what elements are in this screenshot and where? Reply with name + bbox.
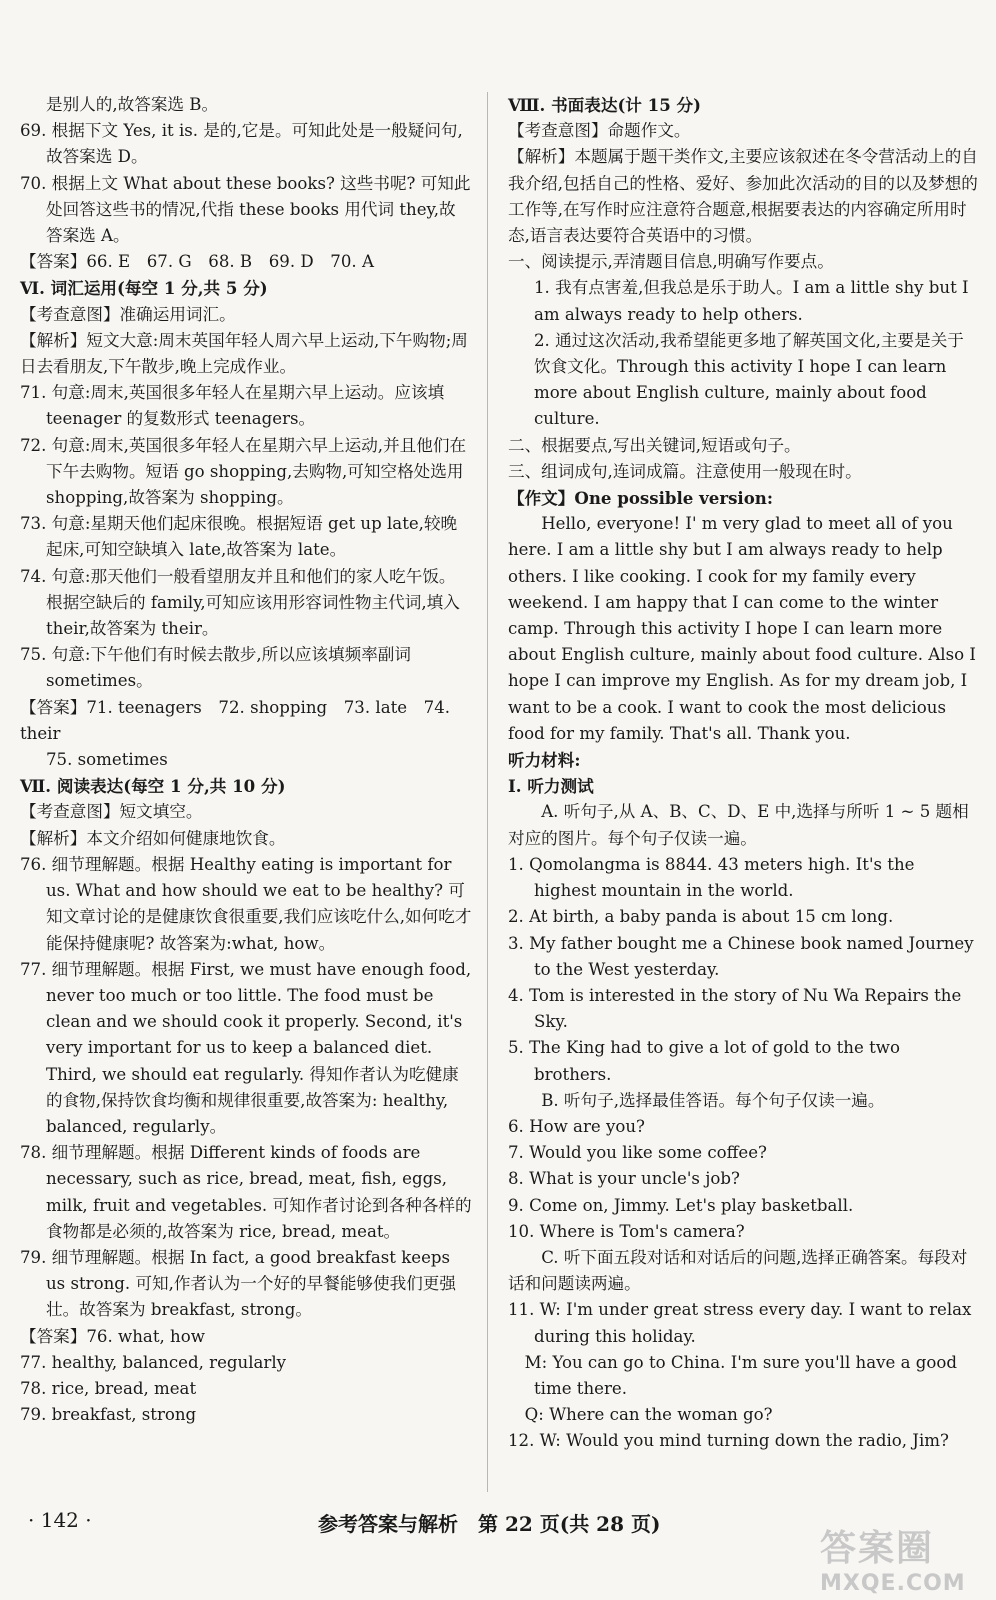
right-paragraph: 【解析】本题属于题干类作文,主要应该叙述在冬令营活动上的自我介绍,包括自己的性格、爱好、参加此次活动的目的以及梦想的工作等,在写作时应注意符合题意,根据要表达的内容确定所用时态,语言表达要符合英语中的习惯。 xyxy=(508,147,978,246)
right-paragraph: Ⅷ. 书面表达(计 15 分) xyxy=(508,95,701,115)
left-paragraph: 75. 句意:下午他们有时候去散步,所以应该填频率副词 sometimes。 xyxy=(20,645,411,691)
right-paragraph: A. 听句子,从 A、B、C、D、E 中,选择与所听 1 ~ 5 题相对应的图片。每个句子仅读一遍。 xyxy=(508,802,969,848)
right-paragraph: 8. What is your uncle's job? xyxy=(508,1169,740,1189)
left-paragraph: 【答案】66. E 67. G 68. B 69. D 70. A xyxy=(20,252,374,272)
left-paragraph: 76. 细节理解题。根据 Healthy eating is important for us. What and how should we eat to be healthy? 可知文章讨论的是健康饮食很重要,我们应该吃什么,如何吃才能保持健康呢? 故答案为:what, how。 xyxy=(20,854,472,953)
right-paragraph: Q: Where can the woman go? xyxy=(508,1405,773,1425)
right-paragraph: 1. 我有点害羞,但我总是乐于助人。I am a little shy but I am always ready to help others. xyxy=(534,278,969,324)
left-paragraph: 【解析】本文介绍如何健康地饮食。 xyxy=(20,828,286,848)
left-paragraph: Ⅶ. 阅读表达(每空 1 分,共 10 分) xyxy=(20,776,286,797)
watermark-logo xyxy=(820,1520,980,1596)
footer-title: 参考答案与解析 第 22 页(共 28 页) xyxy=(318,1512,661,1536)
left-paragraph: 【答案】76. what, how xyxy=(20,1326,205,1346)
left-paragraph: 71. 句意:周末,英国很多年轻人在星期六早上运动。应该填 teenager 的复数形式 teenagers。 xyxy=(20,383,445,429)
right-paragraph: 3. My father bought me a Chinese book named Journey to the West yesterday. xyxy=(508,933,974,979)
right-paragraph: 6. How are you? xyxy=(508,1116,645,1136)
left-paragraph: 【答案】71. teenagers 72. shopping 73. late 74. their xyxy=(20,697,451,743)
right-column xyxy=(508,92,978,1455)
page-number: · 142 · xyxy=(28,1508,92,1532)
right-paragraph: 12. W: Would you mind turning down the radio, Jim? xyxy=(508,1431,949,1451)
right-paragraph: 2. 通过这次活动,我希望能更多地了解英国文化,主要是关于饮食文化。Through this activity I hope I can learn more about English culture, mainly about food culture. xyxy=(534,330,964,429)
left-paragraph: 是别人的,故答案选 B。 xyxy=(46,95,219,114)
right-paragraph: 10. Where is Tom's camera? xyxy=(508,1221,745,1241)
left-column xyxy=(20,92,472,1428)
left-paragraph: 70. 根据上文 What about these books? 这些书呢? 可知此处回答这些书的情况,代指 these books 用代词 they,故答案选 A。 xyxy=(20,173,471,246)
right-paragraph: 1. Qomolangma is 8844. 43 meters high. It's the highest mountain in the world. xyxy=(508,854,915,901)
left-paragraph: 77. 细节理解题。根据 First, we must have enough food, never too much or too little. The food must be clean and we should cook it properly. Second, it's very important for us to keep a balanced diet. Third, we should eat regularly. 得知作者认为吃健康的食物,保持饮食均衡和规律很重要,故答案为: healthy, balanced, regularly。 xyxy=(20,959,472,1136)
right-paragraph: 2. At birth, a baby panda is about 15 cm long. xyxy=(508,907,894,927)
right-paragraph: 9. Come on, Jimmy. Let's play basketball. xyxy=(508,1195,854,1215)
right-paragraph: 听力材料: xyxy=(508,750,581,771)
watermark-url: MXQE.COM xyxy=(820,1571,966,1596)
right-paragraph: 二、根据要点,写出关键词,短语或句子。 xyxy=(508,435,801,455)
right-paragraph: 【考查意图】命题作文。 xyxy=(508,121,691,141)
left-paragraph: 【考查意图】准确运用词汇。 xyxy=(20,304,236,324)
left-paragraph: Ⅵ. 词汇运用(每空 1 分,共 5 分) xyxy=(20,278,268,299)
left-paragraph: 77. healthy, balanced, regularly xyxy=(20,1352,287,1372)
right-paragraph: Hello, everyone! I' m very glad to meet all of you here. I am a little shy but I am always ready to help others. I like cooking. I cook for my family every weekend. I am happy that I can come to the winter camp. Through this activity I hope I can learn more about English culture, mainly about food culture. Also I hope I can improve my English. As for my dream job, I want to be a cook. I want to cook the most delicious food for my family. That's all. Thank you. xyxy=(508,514,976,743)
right-paragraph: B. 听句子,选择最佳答语。每个句子仅读一遍。 xyxy=(541,1090,885,1110)
left-paragraph: 69. 根据下文 Yes, it is. 是的,它是。可知此处是一般疑问句,故答案选 D。 xyxy=(20,121,463,167)
watermark-text: 答案圈 xyxy=(820,1527,935,1569)
right-paragraph: 11. W: I'm under great stress every day. I want to relax during this holiday. xyxy=(508,1300,972,1346)
right-paragraph: C. 听下面五段对话和对话后的问题,选择正确答案。每段对话和问题读两遍。 xyxy=(508,1247,968,1294)
left-paragraph: 78. 细节理解题。根据 Different kinds of foods are necessary, such as rice, bread, meat, fish, eggs, milk, fruit and vegetables. 可知作者讨论到各种各样的食物都是必须的,故答案为 rice, bread, meat。 xyxy=(20,1143,472,1241)
right-paragraph: 一、阅读提示,弄清题目信息,明确写作要点。 xyxy=(508,252,834,272)
right-paragraph: 三、组词成句,连词成篇。注意使用一般现在时。 xyxy=(508,461,862,481)
left-paragraph: 72. 句意:周末,英国很多年轻人在星期六早上运动,并且他们在下午去购物。短语 go shopping,去购物,可知空格处选用 shopping,故答案为 shopping。 xyxy=(20,435,467,508)
left-paragraph: 75. sometimes xyxy=(46,750,168,770)
left-paragraph: 79. 细节理解题。根据 In fact, a good breakfast keeps us strong. 可知,作者认为一个好的早餐能够使我们更强壮。故答案为 breakfast, strong。 xyxy=(20,1247,456,1320)
right-paragraph: 7. Would you like some coffee? xyxy=(508,1143,767,1163)
left-paragraph: 73. 句意:星期天他们起床很晚。根据短语 get up late,较晚起床,可知空缺填入 late,故答案为 late。 xyxy=(20,514,458,560)
left-paragraph: 【解析】短文大意:周末英国年轻人周六早上运动,下午购物;周日去看朋友,下午散步,晚上完成作业。 xyxy=(20,330,468,377)
right-paragraph: M: You can go to China. I'm sure you'll have a good time there. xyxy=(508,1352,958,1398)
left-paragraph: 78. rice, bread, meat xyxy=(20,1378,197,1398)
left-paragraph: 【考查意图】短文填空。 xyxy=(20,802,203,822)
left-paragraph: 79. breakfast, strong xyxy=(20,1405,197,1425)
right-paragraph: 4. Tom is interested in the story of Nu Wa Repairs the Sky. xyxy=(508,985,962,1032)
right-paragraph: 5. The King had to give a lot of gold to the two brothers. xyxy=(508,1038,900,1084)
left-paragraph: 74. 句意:那天他们一般看望朋友并且和他们的家人吃午饭。根据空缺后的 family,可知应该用形容词性物主代词,填入 their,故答案为 their。 xyxy=(20,566,460,639)
right-paragraph: Ⅰ. 听力测试 xyxy=(508,776,594,797)
column-divider xyxy=(487,92,488,1492)
right-paragraph: 【作文】One possible version: xyxy=(508,488,773,509)
